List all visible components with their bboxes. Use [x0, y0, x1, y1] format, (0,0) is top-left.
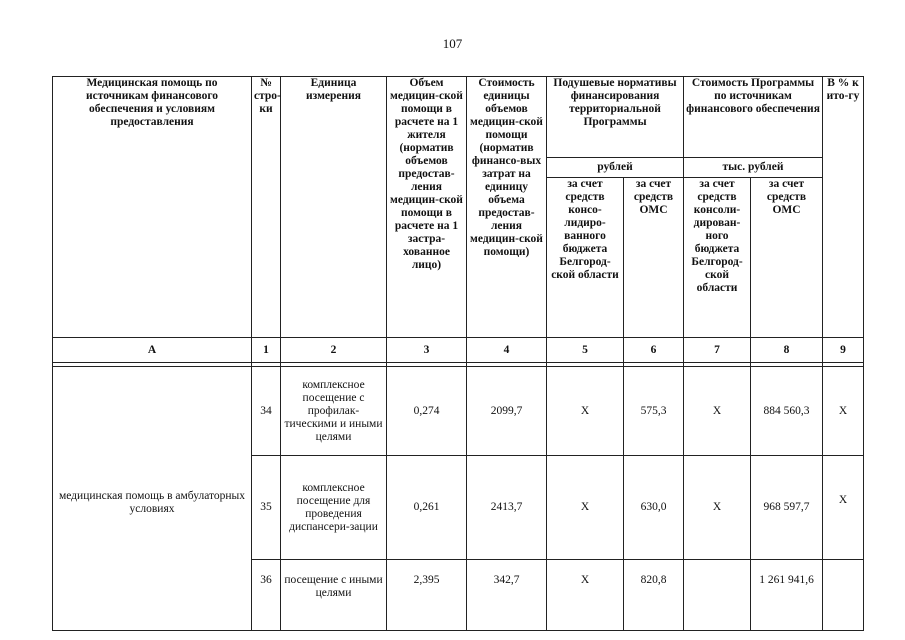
number-7: 7	[684, 338, 751, 363]
table-row	[53, 367, 864, 456]
header-col-1: № стро-ки	[252, 77, 281, 338]
row-unit: комплексное посещение для проведения диспансери-зации	[281, 456, 387, 560]
row-volume: 0,274	[387, 367, 467, 456]
row-oms-cost: 884 560,3	[751, 367, 823, 456]
row-volume: 0,261	[387, 456, 467, 560]
row-unit: посещение с иными целями	[281, 560, 387, 631]
row-unit: комплексное посещение с профилак-тическими и иными целями	[281, 367, 387, 456]
header-group-per-capita: Подушевые нормативы финансирования территориальной Программы	[547, 77, 684, 158]
number-2: 2	[281, 338, 387, 363]
row-cost: 2413,7	[467, 456, 547, 560]
number-4: 4	[467, 338, 547, 363]
row-budget-cost	[684, 560, 751, 631]
row-volume: 2,395	[387, 560, 467, 631]
number-a: А	[53, 338, 252, 363]
number-1: 1	[252, 338, 281, 363]
group-label: медицинская помощь в амбулаторных условиях	[53, 367, 252, 631]
row-budget-cost: Х	[684, 367, 751, 456]
row-line-number: 34	[252, 367, 281, 456]
row-oms-cost: 1 261 941,6	[751, 560, 823, 631]
row-percent	[823, 560, 864, 631]
row-oms-per-capita: 630,0	[624, 456, 684, 560]
row-cost: 2099,7	[467, 367, 547, 456]
row-budget-per-capita: Х	[547, 560, 624, 631]
numbering-row	[53, 338, 864, 363]
number-5: 5	[547, 338, 624, 363]
header-group-program-cost: Стоимость Программы по источникам финансового обеспечения	[684, 77, 823, 158]
row-percent: Х	[823, 456, 864, 560]
header-col-5: за счет средств консо-лидиро-ванного бюджета Белгород-ской области	[547, 178, 624, 338]
row-oms-per-capita: 820,8	[624, 560, 684, 631]
number-3: 3	[387, 338, 467, 363]
header-col-6: за счет средств ОМС	[624, 178, 684, 338]
header-col-9: В % к ито-гу	[823, 77, 864, 338]
row-budget-per-capita: Х	[547, 456, 624, 560]
page-number: 107	[442, 36, 463, 51]
row-line-number: 36	[252, 560, 281, 631]
header-col-7: за счет средств консоли-дирован-ного бюджета Белгород-ской области	[684, 178, 751, 338]
row-oms-cost: 968 597,7	[751, 456, 823, 560]
row-budget-per-capita: Х	[547, 367, 624, 456]
row-percent: Х	[823, 367, 864, 456]
header-col-3: Объем медицин-ской помощи в расчете на 1 жителя (норматив объемов предостав-ления медицин-ской помощи в расчете на 1 застра-хованное лицо)	[387, 77, 467, 338]
header-col-4: Стоимость единицы объемов медицин-ской помощи (норматив финансо-вых затрат на единицу объема предостав-ления медицин-ской помощи)	[467, 77, 547, 338]
header-unit-rub: рублей	[547, 157, 684, 177]
row-budget-cost: Х	[684, 456, 751, 560]
header-col-2: Единица измерения	[281, 77, 387, 338]
row-line-number: 35	[252, 456, 281, 560]
header-col-a: Медицинская помощь по источникам финансового обеспечения и условиям предоставления	[53, 77, 252, 338]
row-oms-per-capita: 575,3	[624, 367, 684, 456]
number-6: 6	[624, 338, 684, 363]
header-row-1	[53, 77, 864, 158]
number-8: 8	[751, 338, 823, 363]
row-cost: 342,7	[467, 560, 547, 631]
header-col-8: за счет средств ОМС	[751, 178, 823, 338]
number-9: 9	[823, 338, 864, 363]
header-unit-thousand-rub: тыс. рублей	[684, 157, 823, 177]
financing-table	[52, 76, 864, 631]
